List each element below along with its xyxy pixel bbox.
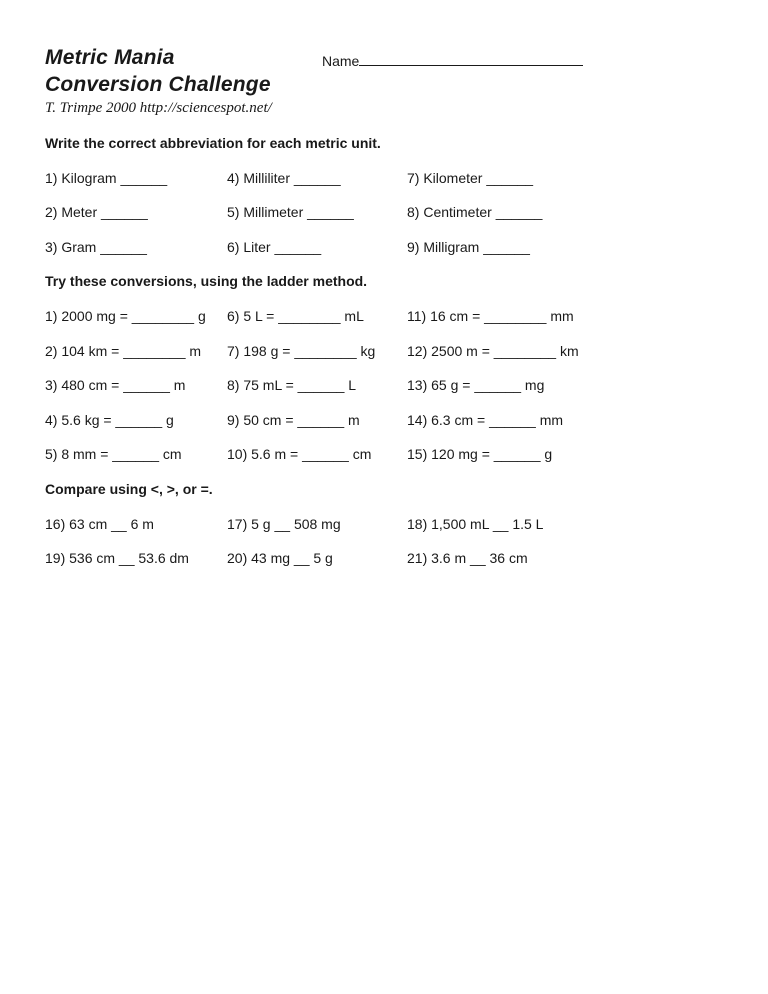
compare-item-17: 17) 5 g __ 508 mg [227, 515, 341, 532]
conversion-item-9: 9) 50 cm = ______ m [227, 411, 360, 428]
worksheet-body [45, 126, 738, 576]
compare-item-16: 16) 63 cm __ 6 m [45, 515, 154, 532]
conversion-item-15: 15) 120 mg = ______ g [407, 446, 553, 463]
conversion-item-13: 13) 65 g = ______ mg [407, 377, 545, 394]
conversion-item-2: 2) 104 km = ________ m [45, 342, 202, 359]
worksheet-item-7: 7) Kilometer ______ [407, 169, 534, 186]
conversion-item-12: 12) 2500 m = ________ km [407, 342, 579, 359]
worksheet-item-1: 1) Kilogram ______ [45, 169, 168, 186]
conversion-item-5: 5) 8 mm = ______ cm [45, 446, 182, 463]
conversion-row [45, 334, 738, 369]
worksheet-item-8: 8) Centimeter ______ [407, 204, 543, 221]
conversion-item-4: 4) 5.6 kg = ______ g [45, 411, 174, 428]
section-heading-compare: Compare using <, >, or =. [45, 480, 213, 497]
compare-item-18: 18) 1,500 mL __ 1.5 L [407, 515, 544, 532]
conversion-item-7: 7) 198 g = ________ kg [227, 342, 376, 359]
compare-item-20: 20) 43 mg __ 5 g [227, 550, 333, 567]
worksheet-item-4: 4) Milliliter ______ [227, 169, 341, 186]
abbreviation-row [45, 230, 738, 265]
name-field [322, 52, 583, 69]
section-heading-abbreviations: Write the correct abbreviation for each metric unit. [45, 135, 381, 151]
conversion-row [45, 403, 738, 438]
worksheet-item-9: 9) Milligram ______ [407, 238, 530, 255]
conversion-item-14: 14) 6.3 cm = ______ mm [407, 411, 564, 428]
conversion-row [45, 368, 738, 403]
abbreviation-row [45, 195, 738, 230]
conversion-row [45, 299, 738, 334]
compare-row [45, 507, 738, 542]
name-blank-line [359, 52, 583, 66]
page-title-line1: Metric Mania [45, 46, 175, 69]
worksheet-item-2: 2) Meter ______ [45, 204, 148, 221]
compare-item-19: 19) 536 cm __ 53.6 dm [45, 550, 189, 567]
conversion-item-8: 8) 75 mL = ______ L [227, 377, 357, 394]
author-byline: T. Trimpe 2000 http://sciencespot.net/ [45, 100, 272, 116]
conversion-item-10: 10) 5.6 m = ______ cm [227, 446, 372, 463]
name-label: Name [322, 53, 360, 69]
conversion-row [45, 437, 738, 472]
conversion-item-3: 3) 480 cm = ______ m [45, 377, 186, 394]
page-title-line2: Conversion Challenge [45, 73, 271, 96]
conversion-item-11: 11) 16 cm = ________ mm [407, 307, 574, 324]
compare-item-21: 21) 3.6 m __ 36 cm [407, 550, 528, 567]
conversion-item-6: 6) 5 L = ________ mL [227, 307, 364, 324]
worksheet-item-6: 6) Liter ______ [227, 238, 322, 255]
abbreviation-row [45, 161, 738, 196]
worksheet-item-5: 5) Millimeter ______ [227, 204, 354, 221]
compare-row [45, 541, 738, 576]
conversion-item-1: 1) 2000 mg = ________ g [45, 307, 206, 324]
worksheet-header [45, 44, 272, 117]
worksheet-item-3: 3) Gram ______ [45, 238, 147, 255]
section-heading-conversions: Try these conversions, using the ladder method. [45, 273, 368, 290]
